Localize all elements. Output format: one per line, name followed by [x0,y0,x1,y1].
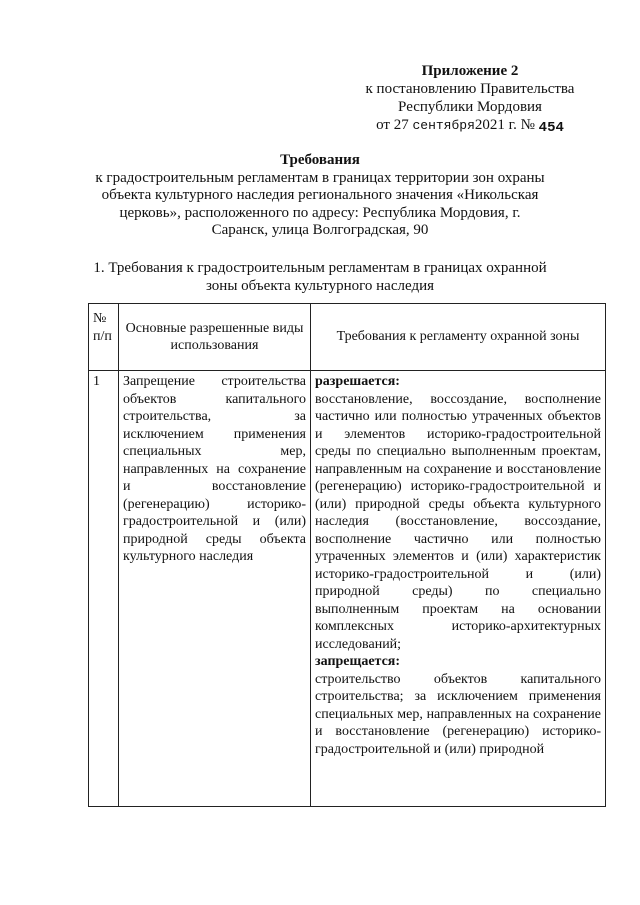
date-prefix: от 27 [376,117,409,133]
row-use: Запрещение строительства объектов капитального строительства, за исключением применения специальных мер, направленных на сохранение и восстановление (регенерацию) историко-градостроительной и (или) природной среды объекта культурного наследия [119,371,311,807]
document-number: 454 [538,120,564,136]
forbidden-text: строительство объектов капитального строительства; за исключением применения специальных мер, направленных на сохранение и восстановление (регенерацию) историко-градостроительной и (или) природной [315,671,601,757]
appendix-block [340,62,600,135]
row-requirements [311,371,606,807]
table-header-row [89,304,606,371]
appendix-heading: Приложение 2 [421,63,519,79]
date-stamp: сентября [412,118,475,133]
header-use: Основные разрешенные виды использования [119,304,311,371]
appendix-date-line [340,116,600,135]
title-body: к градостроительным регламентам в границах территории зон охраны объекта культурного наследия регионального значения «Никольская церковь», расположенного по адресу: Республика Мордовия, г. Саранск, улица Волгоградская, 90 [95,169,545,238]
regulations-table [88,303,606,807]
date-year: 2021 г. № [474,117,535,133]
header-requirements: Требования к регламенту охранной зоны [311,304,606,371]
allowed-label: разрешается: [315,374,400,389]
allowed-text: восстановление, воссоздание, восполнение частично или полностью утраченных объектов и элементов историко-градостроительной среды по специально выполненным проектам, направленным на сохранение и восстановление (регенерацию) историко-градостроительной и (или) природной среды объекта культурного наследия (восстановление, воссоздание, восполнение частично или полностью утраченных элементов и (или) характеристик историко-градостроительной и (или) природной среды) по специально выполненным проектам на основании комплексных историко-архитектурных исследований; [315,391,601,652]
appendix-line-2: Республики Мордовия [398,99,542,115]
header-num: № п/п [89,304,119,371]
row-num: 1 [89,371,119,807]
forbidden-label: запрещается: [315,654,401,669]
document-title [90,152,550,240]
title-heading: Требования [280,152,360,168]
table-row [89,371,606,807]
appendix-line-1: к постановлению Правительства [365,81,575,97]
section-heading: 1. Требования к градостроительным регламентам в границах охранной зоны объекта культурного наследия [93,260,547,294]
